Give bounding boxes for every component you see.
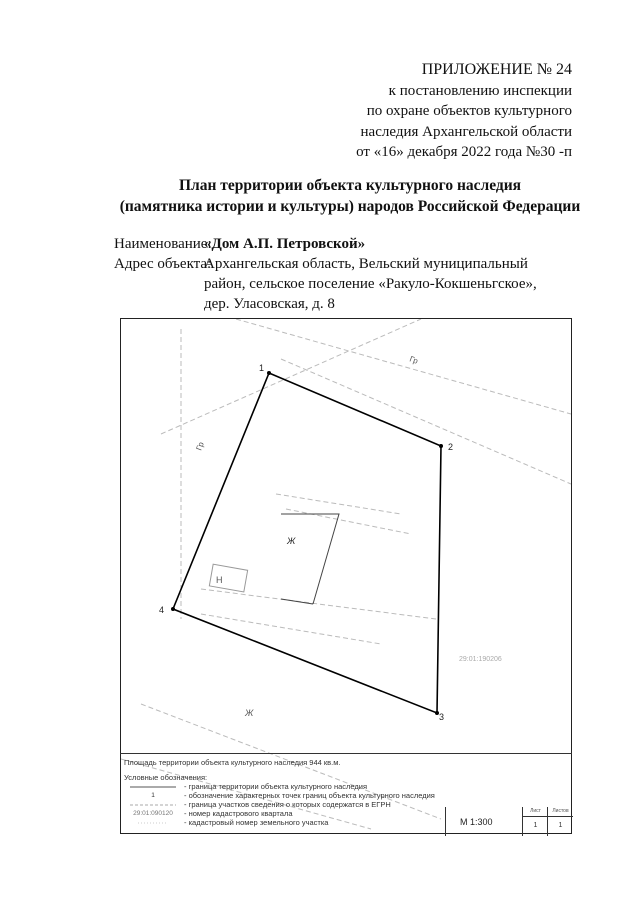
building-outline — [281, 514, 339, 604]
area-text: Площадь территории объекта культурного наследия 944 кв.м. — [124, 758, 341, 767]
point-label-1: 1 — [259, 363, 265, 373]
address-value — [204, 254, 537, 314]
address-line-1: Архангельская область, Вельский муниципальный — [204, 256, 528, 272]
name-label: Наименование: — [114, 236, 212, 252]
label-n: Н — [216, 575, 223, 585]
appendix-line-3: наследия Архангельской области — [360, 123, 572, 140]
document-title — [0, 175, 640, 217]
boundary-point-2 — [439, 444, 443, 448]
title-block — [445, 807, 573, 836]
appendix-date-line: от «16» декабря 2022 года №30 -п — [356, 144, 572, 160]
label-zh-bottom: Ж — [245, 708, 254, 718]
label-gr-left: Гр — [194, 440, 206, 452]
boundary-point-1 — [267, 371, 271, 375]
legend-text: - кадастровый номер земельного участка — [184, 818, 329, 827]
sheet-label: Лист — [523, 807, 548, 817]
point-label-3: 3 — [439, 712, 445, 722]
boundary-point-4 — [171, 607, 175, 611]
document-title-line-1: План территории объекта культурного наследия — [178, 177, 522, 194]
name-row — [114, 234, 366, 254]
cadastral-quarter-label: 29:01:190206 — [459, 656, 502, 663]
appendix-title: ПРИЛОЖЕНИЕ № 24 — [421, 61, 572, 78]
plan-footer — [120, 753, 572, 836]
legend-symbol-point: 1 — [151, 792, 155, 799]
document-title-line-2: (памятника истории и культуры) народов Российской Федерации — [119, 198, 581, 215]
sheet-value: 1 — [533, 822, 538, 829]
label-zh-center: Ж — [287, 536, 296, 546]
address-line-3: дер. Уласовская, д. 8 — [204, 296, 335, 312]
sheets-value: 1 — [558, 822, 563, 829]
name-value: «Дом А.П. Петровской» — [204, 236, 366, 252]
point-label-4: 4 — [159, 605, 165, 615]
territory-plan — [120, 318, 572, 834]
appendix-line-1: к постановлению инспекции — [388, 82, 572, 99]
address-row — [114, 254, 537, 314]
legend-text: - обозначение характерных точек границ объекта культурного наследия — [184, 791, 435, 800]
boundary-points — [171, 371, 443, 715]
legend-text: - граница территории объекта культурного наследия — [184, 782, 368, 791]
label-gr-top: Гр — [408, 354, 420, 366]
legend-symbol-parcel — [128, 800, 178, 809]
legend-title: Условные обозначения: — [124, 773, 208, 782]
legend-symbol-cadastral — [128, 818, 178, 827]
territory-boundary — [173, 373, 441, 713]
appendix-header — [356, 60, 572, 163]
point-label-2: 2 — [448, 442, 454, 452]
scale-label: М 1:300 — [460, 817, 493, 827]
legend-text: - граница участков сведения о которых содержатся в ЕГРН — [184, 800, 391, 809]
object-info — [114, 234, 537, 314]
appendix-line-2: по охране объектов культурного — [366, 103, 572, 119]
legend-symbol-boundary — [128, 782, 178, 791]
address-label: Адрес объекта: — [114, 256, 212, 272]
legend-text: - номер кадастрового квартала — [184, 809, 293, 818]
legend-symbol-quarter: 29:01:090120 — [133, 810, 173, 817]
sheet-cell — [522, 807, 548, 836]
sheets-label: Листов — [548, 807, 573, 817]
address-line-2: район, сельское поселение «Ракуло-Кокшеньгское», — [204, 276, 537, 292]
sheets-cell — [547, 807, 573, 836]
